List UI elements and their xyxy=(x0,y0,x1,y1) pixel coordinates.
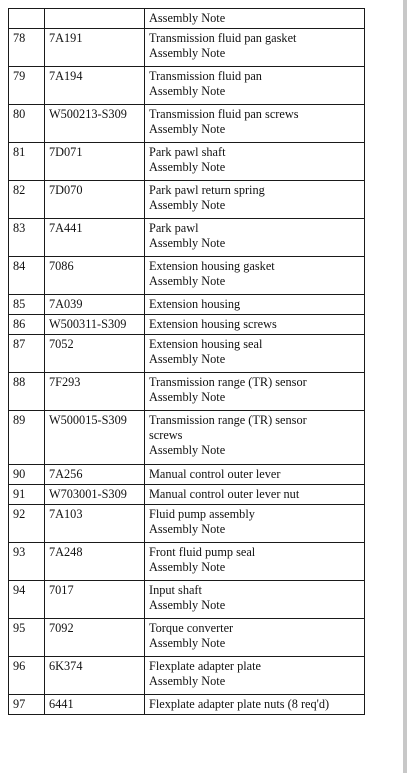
item-number-cell: 82 xyxy=(9,181,45,219)
item-number-cell: 92 xyxy=(9,505,45,543)
part-number-cell: 7D071 xyxy=(45,143,145,181)
description-cell xyxy=(145,335,365,373)
assembly-note-text: Assembly Note xyxy=(149,598,226,612)
description-line: Extension housing screws xyxy=(149,317,277,331)
description-line: Park pawl return spring xyxy=(149,183,265,197)
table-row xyxy=(9,219,365,257)
assembly-note-text: Assembly Note xyxy=(149,198,226,212)
description-cell xyxy=(145,543,365,581)
description-line: Park pawl shaft xyxy=(149,145,226,159)
description-cell xyxy=(145,9,365,29)
table-row xyxy=(9,373,365,411)
item-number-cell: 84 xyxy=(9,257,45,295)
table-row xyxy=(9,257,365,295)
part-number-cell: 7017 xyxy=(45,581,145,619)
description-cell xyxy=(145,411,365,465)
description-cell xyxy=(145,29,365,67)
description-cell xyxy=(145,181,365,219)
description-cell xyxy=(145,505,365,543)
assembly-note-text: Assembly Note xyxy=(149,274,226,288)
assembly-note-text: Assembly Note xyxy=(149,236,226,250)
assembly-note-text: Assembly Note xyxy=(149,636,226,650)
table-row xyxy=(9,105,365,143)
description-line: Manual control outer lever nut xyxy=(149,487,300,501)
part-number-cell: 7A194 xyxy=(45,67,145,105)
description-cell xyxy=(145,581,365,619)
table-row xyxy=(9,695,365,715)
assembly-note-text: Assembly Note xyxy=(149,46,226,60)
part-number-cell: 7A191 xyxy=(45,29,145,67)
description-cell xyxy=(145,465,365,485)
item-number-cell: 97 xyxy=(9,695,45,715)
item-number-cell: 78 xyxy=(9,29,45,67)
item-number-cell: 87 xyxy=(9,335,45,373)
part-number-cell: W500015-S309 xyxy=(45,411,145,465)
table-row xyxy=(9,505,365,543)
assembly-note-text: Assembly Note xyxy=(149,11,226,25)
description-line: Transmission fluid pan xyxy=(149,69,262,83)
assembly-note-text: Assembly Note xyxy=(149,390,226,404)
part-number-cell: 7A248 xyxy=(45,543,145,581)
description-line: Flexplate adapter plate nuts (8 req'd) xyxy=(149,697,330,711)
item-number-cell: 95 xyxy=(9,619,45,657)
part-number-cell: W500311-S309 xyxy=(45,315,145,335)
table-row xyxy=(9,543,365,581)
part-number-cell: W703001-S309 xyxy=(45,485,145,505)
part-number-cell: 7F293 xyxy=(45,373,145,411)
part-number-cell: 7D070 xyxy=(45,181,145,219)
description-line: Transmission fluid pan gasket xyxy=(149,31,297,45)
description-cell xyxy=(145,485,365,505)
description-line: Torque converter xyxy=(149,621,234,635)
description-cell xyxy=(145,695,365,715)
table-row xyxy=(9,181,365,219)
assembly-note-text: Assembly Note xyxy=(149,674,226,688)
description-line: Front fluid pump seal xyxy=(149,545,256,559)
description-cell xyxy=(145,257,365,295)
table-row xyxy=(9,9,365,29)
page-edge-shadow xyxy=(403,0,407,773)
description-cell xyxy=(145,619,365,657)
item-number-cell: 86 xyxy=(9,315,45,335)
part-number-cell: 6441 xyxy=(45,695,145,715)
description-line: Flexplate adapter plate xyxy=(149,659,261,673)
description-cell xyxy=(145,219,365,257)
part-number-cell: 6K374 xyxy=(45,657,145,695)
part-number-cell: 7086 xyxy=(45,257,145,295)
description-cell xyxy=(145,295,365,315)
description-cell xyxy=(145,657,365,695)
description-line: Extension housing gasket xyxy=(149,259,275,273)
item-number-cell: 79 xyxy=(9,67,45,105)
part-number-cell: 7092 xyxy=(45,619,145,657)
part-number-cell: 7A039 xyxy=(45,295,145,315)
part-number-cell: W500213-S309 xyxy=(45,105,145,143)
description-cell xyxy=(145,143,365,181)
table-row xyxy=(9,657,365,695)
description-line: Transmission range (TR) sensor xyxy=(149,375,307,389)
description-cell xyxy=(145,373,365,411)
part-number-cell xyxy=(45,9,145,29)
part-number-cell: 7052 xyxy=(45,335,145,373)
description-line: Extension housing xyxy=(149,297,241,311)
assembly-note-text: Assembly Note xyxy=(149,84,226,98)
item-number-cell: 94 xyxy=(9,581,45,619)
table-row xyxy=(9,465,365,485)
table-row xyxy=(9,143,365,181)
table-row xyxy=(9,335,365,373)
description-line: Park pawl xyxy=(149,221,199,235)
item-number-cell: 85 xyxy=(9,295,45,315)
part-number-cell: 7A441 xyxy=(45,219,145,257)
description-line: Fluid pump assembly xyxy=(149,507,255,521)
item-number-cell: 93 xyxy=(9,543,45,581)
item-number-cell: 81 xyxy=(9,143,45,181)
description-line: Manual control outer lever xyxy=(149,467,281,481)
assembly-note-text: Assembly Note xyxy=(149,443,226,457)
item-number-cell: 88 xyxy=(9,373,45,411)
item-number-cell xyxy=(9,9,45,29)
parts-table xyxy=(8,8,365,715)
item-number-cell: 91 xyxy=(9,485,45,505)
item-number-cell: 89 xyxy=(9,411,45,465)
description-cell xyxy=(145,315,365,335)
table-row xyxy=(9,29,365,67)
table-row xyxy=(9,581,365,619)
description-line: Transmission fluid pan screws xyxy=(149,107,299,121)
table-row xyxy=(9,485,365,505)
table-row xyxy=(9,619,365,657)
parts-table-body xyxy=(9,9,365,715)
item-number-cell: 96 xyxy=(9,657,45,695)
assembly-note-text: Assembly Note xyxy=(149,122,226,136)
description-line: Input shaft xyxy=(149,583,202,597)
part-number-cell: 7A103 xyxy=(45,505,145,543)
description-cell xyxy=(145,105,365,143)
assembly-note-text: Assembly Note xyxy=(149,160,226,174)
description-line: screws xyxy=(149,428,183,442)
item-number-cell: 83 xyxy=(9,219,45,257)
table-row xyxy=(9,315,365,335)
table-row xyxy=(9,295,365,315)
assembly-note-text: Assembly Note xyxy=(149,522,226,536)
description-cell xyxy=(145,67,365,105)
item-number-cell: 80 xyxy=(9,105,45,143)
description-line: Extension housing seal xyxy=(149,337,263,351)
table-row xyxy=(9,67,365,105)
assembly-note-text: Assembly Note xyxy=(149,560,226,574)
part-number-cell: 7A256 xyxy=(45,465,145,485)
description-line: Transmission range (TR) sensor xyxy=(149,413,307,427)
table-row xyxy=(9,411,365,465)
item-number-cell: 90 xyxy=(9,465,45,485)
assembly-note-text: Assembly Note xyxy=(149,352,226,366)
